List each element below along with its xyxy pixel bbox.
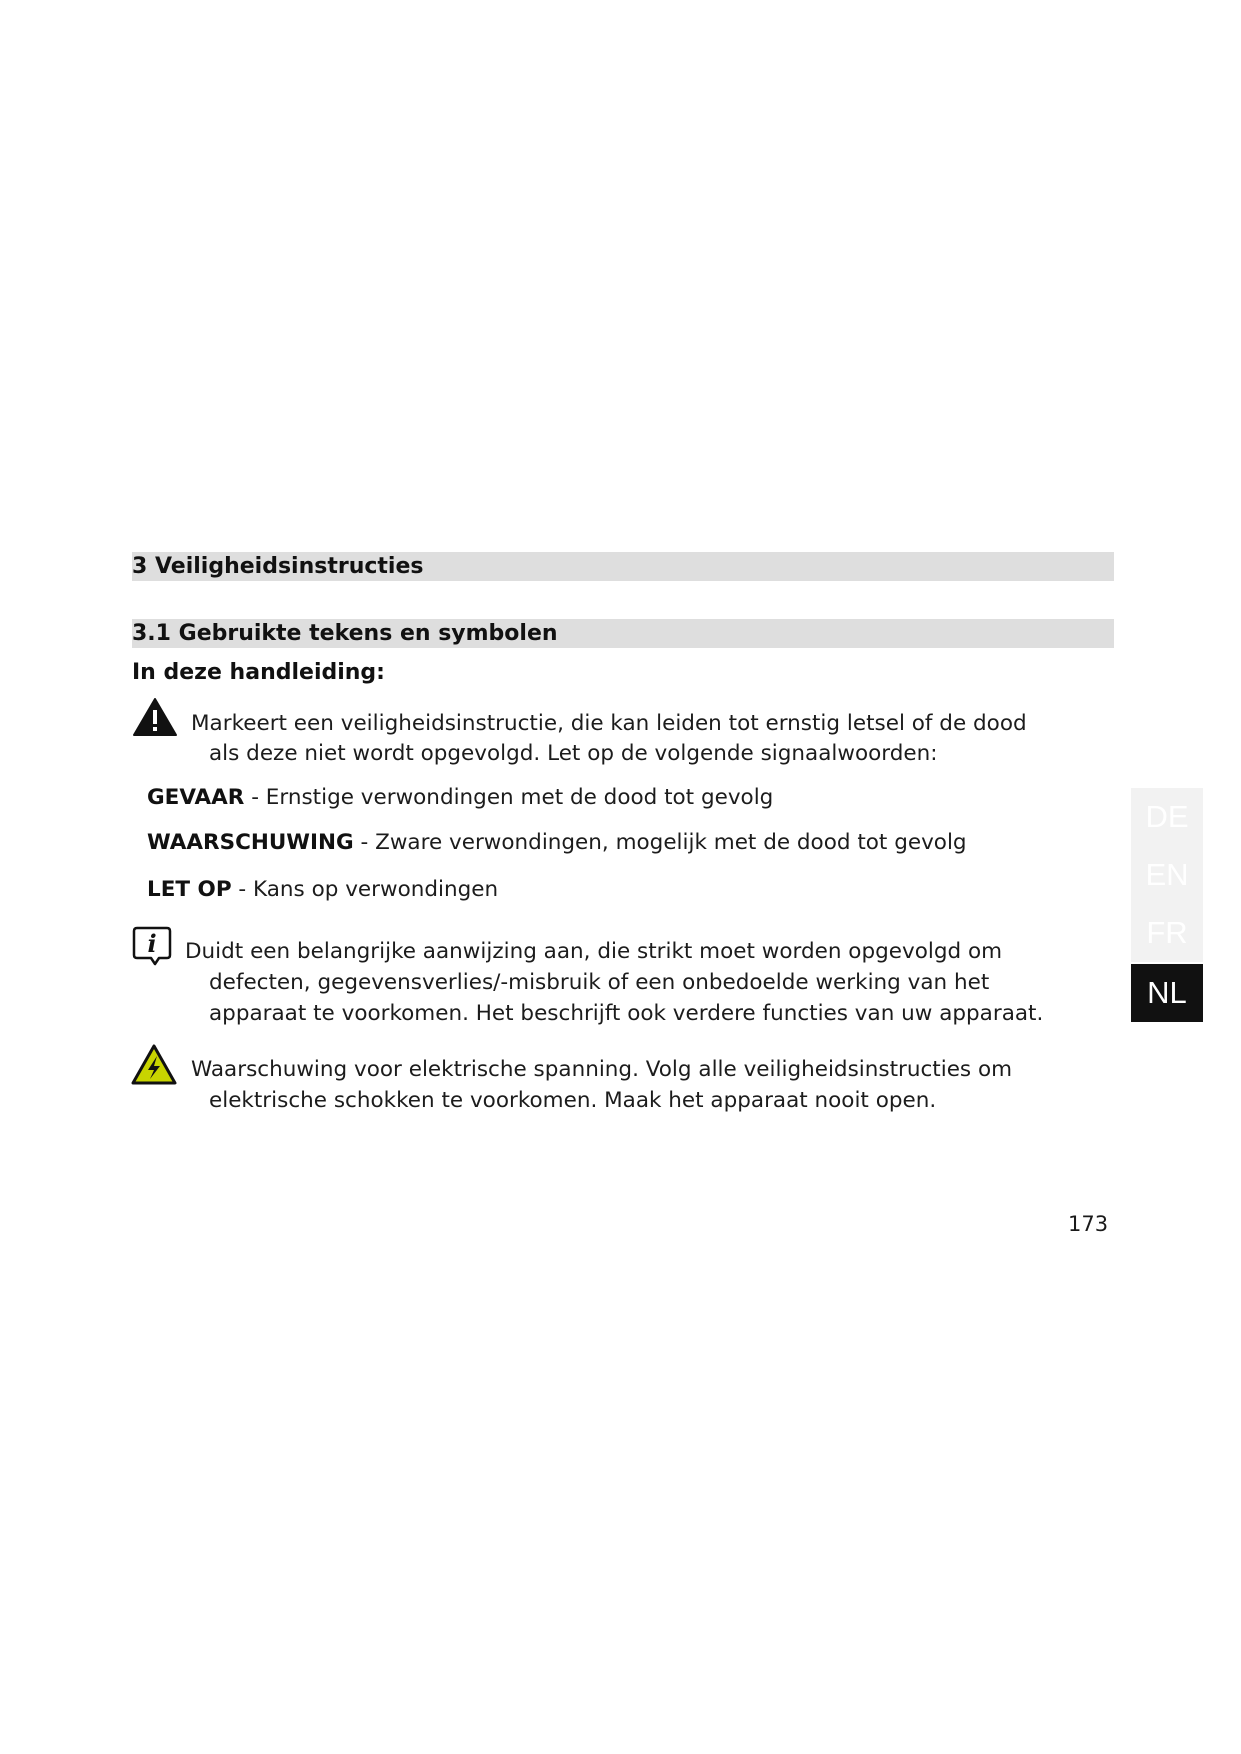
section-title: 3 Veiligheidsinstructies (132, 554, 424, 579)
signal-term: LET OP (147, 877, 232, 902)
signal-description: Zware verwondingen, mogelijk met de dood tot gevolg (375, 830, 967, 855)
language-tab-en[interactable]: EN (1131, 846, 1203, 904)
electric-text (191, 1054, 1012, 1116)
signal-term: GEVAAR (147, 785, 245, 810)
electric-hazard-icon (131, 1044, 177, 1086)
signal-word-gevaar (147, 785, 773, 810)
signal-term: WAARSCHUWING (147, 830, 354, 855)
warning-line-2: als deze niet wordt opgevolgd. Let op de volgende signaalwoorden: (209, 741, 938, 766)
svg-text:i: i (147, 929, 157, 958)
language-tab-fr[interactable]: FR (1131, 904, 1203, 962)
page-number: 173 (1068, 1212, 1109, 1236)
info-line-2: defecten, gegevensverlies/-misbruik of een onbedoelde werking van het (209, 970, 990, 995)
signal-description: Ernstige verwondingen met de dood tot gevolg (265, 785, 774, 810)
signal-word-let-op (147, 877, 498, 902)
info-line-1: Duidt een belangrijke aanwijzing aan, die strikt moet worden opgevolgd om (185, 939, 1003, 964)
signal-word-waarschuwing (147, 830, 967, 855)
warning-text (191, 709, 1027, 769)
info-text (185, 936, 1043, 1029)
info-icon (131, 925, 173, 967)
info-line-3: apparaat te voorkomen. Het beschrijft ook verdere functies van uw apparaat. (209, 1001, 1044, 1026)
signal-description: Kans op verwondingen (253, 877, 499, 902)
language-tab-de[interactable]: DE (1131, 788, 1203, 846)
electric-line-2: elektrische schokken te voorkomen. Maak het apparaat nooit open. (209, 1088, 937, 1113)
intro-heading: In deze handleiding: (132, 660, 385, 685)
subsection-title: 3.1 Gebruikte tekens en symbolen (132, 621, 558, 646)
warning-triangle-icon (132, 697, 178, 737)
signal-separator: - (231, 877, 254, 902)
warning-line-1: Markeert een veiligheidsinstructie, die kan leiden tot ernstig letsel of de dood (191, 711, 1027, 736)
signal-separator: - (353, 830, 376, 855)
electric-line-1: Waarschuwing voor elektrische spanning. Volg alle veiligheidsinstructies om (191, 1057, 1013, 1082)
language-tab-nl[interactable]: NL (1131, 964, 1203, 1022)
signal-separator: - (244, 785, 266, 810)
